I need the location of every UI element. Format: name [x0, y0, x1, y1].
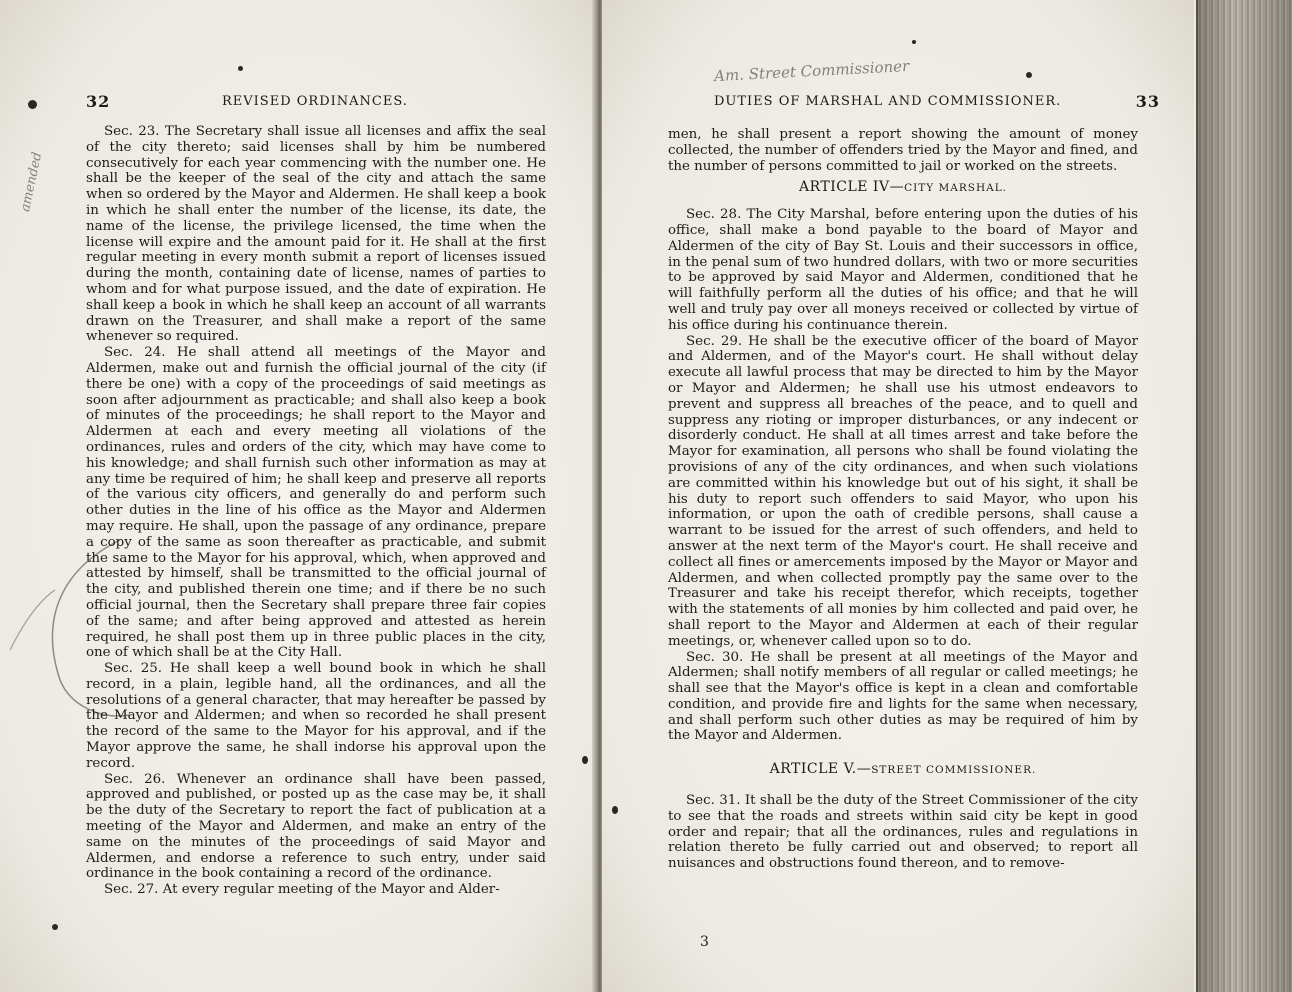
- left-page: [0, 0, 598, 992]
- ink-speck: [52, 924, 58, 930]
- right-page-number: 33: [1135, 92, 1160, 111]
- ink-speck: [238, 66, 243, 71]
- book-edge-shade: [1196, 0, 1292, 992]
- sec-28: Sec. 28. The City Marshal, before entering upon the duties of his office, shall make a bond payable to the board of Mayor and Aldermen of the city of Bay St. Louis and their successors in office, in the penal sum of two hundred dollars, with two or more securities to be approved by said Mayor and Aldermen, conditioned that he will faithfully perform all the duties of his office; and that he will well and truly pay over all moneys received or collected by virtue of his office during his continuance therein.: [668, 207, 1138, 333]
- ink-speck: [912, 40, 916, 44]
- article-iv-subtitle: CITY MARSHAL.: [904, 182, 1008, 195]
- ink-speck: [612, 806, 618, 814]
- left-head-title: REVISED ORDINANCES.: [222, 94, 408, 109]
- sec-26: Sec. 26. Whenever an ordinance shall have been passed, approved and published, or posted up as the case may be, it shall be the duty of the Secretary to report the fact of publication at a meeting of the Mayor and Aldermen, and make an entry of the same on the minutes of the proceedings of said Mayor and Aldermen, and endorse a reference to such entry, under said ordinance in the book containing a record of the ordinance.: [86, 771, 546, 882]
- intro-paragraph: men, he shall present a report showing the amount of money collected, the number of offenders tried by the Mayor and fined, and the number of persons committed to jail or worked on the streets.: [668, 127, 1138, 174]
- left-body-text: [86, 124, 546, 898]
- ink-speck: [582, 756, 588, 764]
- left-running-head: [86, 90, 556, 114]
- right-body-text: [668, 127, 1138, 872]
- margin-bracket-mark: [0, 530, 140, 730]
- article-v-title: ARTICLE V.—: [769, 761, 872, 778]
- sec-29: Sec. 29. He shall be the executive officer of the board of Mayor and Aldermen, and of the Mayor's court. He shall without delay execute all lawful process that may be directed to him by the Mayor or Mayor and Aldermen; he shall use his utmost endeavors to prevent and suppress all breaches of the peace, and to quell and suppress any rioting or improper disturbances, or any indecent or disorderly conduct. He shall at all times arrest and take before the Mayor for examination, all persons who shall be found violating the provisions of any of the city ordinances, and when such violations are committed within his knowledge but out of his sight, it shall be his duty to report such offenders to said Mayor, who upon his information, or upon the oath of credible persons, shall cause a warrant to be issued for the arrest of such offenders, and held to answer at the next term of the Mayor's court. He shall receive and collect all fines or amercements imposed by the Mayor or Mayor and Aldermen, and when collected promptly pay the same over to the Treasurer and take his receipt therefor, which receipts, together with the statements of all monies by him collected and paid over, he shall report to the Mayor and Aldermen at each of their regular meetings, or, whenever called upon so to do.: [668, 333, 1138, 649]
- article-v-heading: [668, 762, 1138, 779]
- article-v-subtitle: STREET COMMISSIONER.: [871, 764, 1037, 777]
- left-page-number: 32: [86, 92, 111, 111]
- right-page: [602, 0, 1194, 992]
- article-iv-heading: [668, 180, 1138, 197]
- sec-23: Sec. 23. The Secretary shall issue all licenses and affix the seal of the city thereto; said licenses shall by him be numbered consecutively for each year commencing with the number one. He shall be the keeper of the seal of the city and attach the same when so ordered by the Mayor and Aldermen. He shall keep a book in which he shall enter the number of the license, its date, the name of the license, the privilege licensed, the time when the license will expire and the amount paid for it. He shall at the first regular meeting in every month submit a report of licenses issued during the month, containing date of license, names of parties to whom and for what purpose issued, and the date of expiration. He shall keep a book in which he shall keep an account of all warrants drawn on the Treasurer, and shall make a report of the same whenever so required.: [86, 124, 546, 345]
- right-running-head: [714, 90, 1160, 114]
- signature-mark: 3: [700, 934, 709, 950]
- sec-24: Sec. 24. He shall attend all meetings of the Mayor and Aldermen, make out and furnish the official journal of the city (if there be one) with a copy of the proceedings of said meetings as soon after adjournment as practicable; and shall also keep a book of minutes of the proceedings; he shall report to the Mayor and Aldermen at each and every meeting all violations of the ordinances, rules and orders of the city, which may have come to his knowledge; and shall furnish such other information as may at any time be required of him; he shall keep and preserve all reports of the various city officers, and generally do and perform such other duties in the line of his office as the Mayor and Aldermen may require. He shall, upon the passage of any ordinance, prepare a copy of the same as soon thereafter as practicable, and submit the same to the Mayor for his approval, which, when approved and attested by himself, shall be transmitted to the official journal of the city, and published therein one time; and if there be no such official journal, then the Secretary shall prepare three fair copies of the same; and after being approved and attested as herein required, he shall post them up in three public places in the city, one of which shall be at the City Hall.: [86, 345, 546, 661]
- sec-27: Sec. 27. At every regular meeting of the Mayor and Alder-: [104, 882, 500, 898]
- sec-30: Sec. 30. He shall be present at all meetings of the Mayor and Aldermen; shall notify members of all regular or called meetings; he shall see that the Mayor's office is kept in a clean and comfortable condition, and provide fire and lights for the same when necessary, and shall perform such other duties as may be required of him by the Mayor and Aldermen.: [668, 649, 1138, 744]
- ink-speck: [28, 100, 37, 109]
- sec-25: Sec. 25. He shall keep a well bound book in which he shall record, in a plain, legible hand, all the ordinances, and all the resolutions of a general character, that may hereafter be passed by the Mayor and Aldermen; and when so recorded he shall present the record of the same to the Mayor for his approval, and if the Mayor approve the same, he shall indorse his approval upon the record.: [86, 661, 546, 771]
- sec-31: Sec. 31. It shall be the duty of the Street Commissioner of the city to see that the roads and streets within said city be kept in good order and repair; that all the ordinances, rules and regulations in relation thereto be fully carried out and observed; to report all nuisances and obstructions found thereon, and to remove-: [668, 793, 1138, 872]
- article-iv-title: ARTICLE IV—: [798, 179, 905, 196]
- margin-note: amended: [18, 150, 46, 214]
- ink-speck: [1026, 72, 1032, 78]
- handwritten-note: Am. Street Commissioner: [713, 56, 910, 86]
- right-head-title: DUTIES OF MARSHAL AND COMMISSIONER.: [714, 94, 1062, 109]
